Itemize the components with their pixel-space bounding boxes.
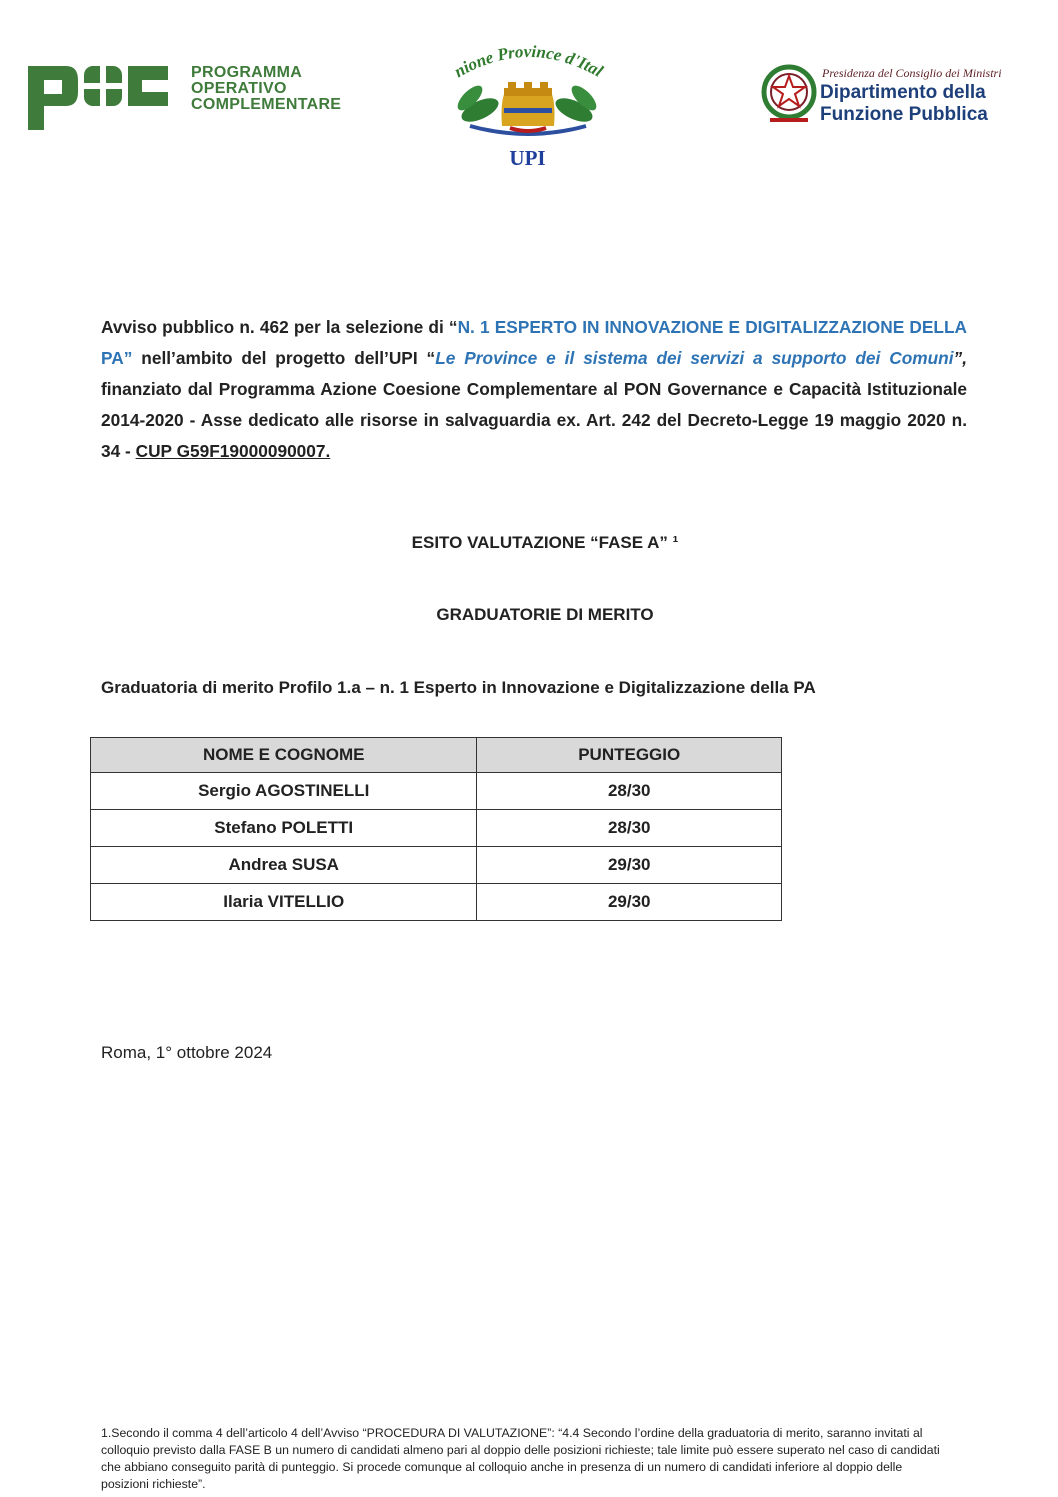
candidate-name: Ilaria VITELLIO [91,884,477,921]
column-header-score: PUNTEGGIO [477,738,782,773]
candidate-name: Andrea SUSA [91,847,477,884]
dfp-presidency-text: Presidenza del Consiglio dei Ministri [822,66,1002,80]
upi-arc-text: nione Province d'Ital [450,41,607,82]
dfp-title-line-2: Funzione Pubblica [820,104,988,125]
column-header-name: NOME E COGNOME [91,738,477,773]
place-date: Roma, 1° ottobre 2024 [101,1043,273,1062]
candidate-name: Sergio AGOSTINELLI [91,773,477,810]
graduatorie-title: GRADUATORIE DI MERITO [436,605,654,624]
ranking-table [90,737,782,921]
esito-title: ESITO VALUTAZIONE “FASE A” ¹ [411,533,679,552]
table-header-row [91,738,782,773]
dfp-title-line-1: Dipartimento della [820,82,986,103]
intro-text-1: Avviso pubblico n. 462 per la selezione di “ [101,317,458,337]
table-row [91,884,782,921]
table-row [91,773,782,810]
poc-mark-icon [26,62,186,134]
poc-logo [26,62,366,134]
intro-project-name: Le Province e il sistema dei servizi a supporto dei Comuni [435,348,954,368]
intro-paragraph [101,312,967,467]
intro-position-title: N. 1 ESPERTO IN INNOVAZIONE E DIGITALIZZAZIONE DELLA PA” [101,317,967,368]
ranking-subtitle: Graduatoria di merito Profilo 1.a – n. 1 Esperto in Innovazione e Digitalizzazione della PA [101,678,816,697]
intro-text-4: finanziato dal Programma Azione Coesione Complementare al PON Governance e Capacità Istituzionale 2014-2020 - Asse dedicato alle risorse in salvaguardia ex. Art. 242 del Decreto-Legge 19 maggio 2020 n. 34 - [101,379,967,461]
candidate-score: 29/30 [477,884,782,921]
intro-cup-code: CUP G59F19000090007. [135,441,331,461]
poc-logo-text: PROGRAMMA OPERATIVO COMPLEMENTARE [191,64,342,113]
candidate-score: 29/30 [477,847,782,884]
intro-text-2: nell’ambito del progetto dell’UPI “ [132,348,436,368]
upi-acronym: UPI [509,146,546,170]
candidate-name: Stefano POLETTI [91,810,477,847]
dfp-logo [760,62,1020,132]
table-row [91,847,782,884]
upi-logo [440,38,615,173]
italian-emblem-icon [760,62,818,126]
candidate-score: 28/30 [477,773,782,810]
candidate-score: 28/30 [477,810,782,847]
footnote: 1.Secondo il comma 4 dell’articolo 4 dell’Avviso “PROCEDURA DI VALUTAZIONE”: “4.4 Secondo l’ordine della graduatoria di merito, saranno invitati al colloquio previsto dalla FASE B un numero di candidati almeno pari al doppio delle posizioni richieste; tale limite può essere superato nel caso di candidati che abbiano conseguito parità di punteggio. Si procede comunque al colloquio anche in presenza di un numero di candidati inferiore al doppio delle posizioni richieste”. [101,1426,940,1491]
intro-text-3: ”, [953,348,967,368]
table-row [91,810,782,847]
mural-crown-icon [502,82,555,131]
